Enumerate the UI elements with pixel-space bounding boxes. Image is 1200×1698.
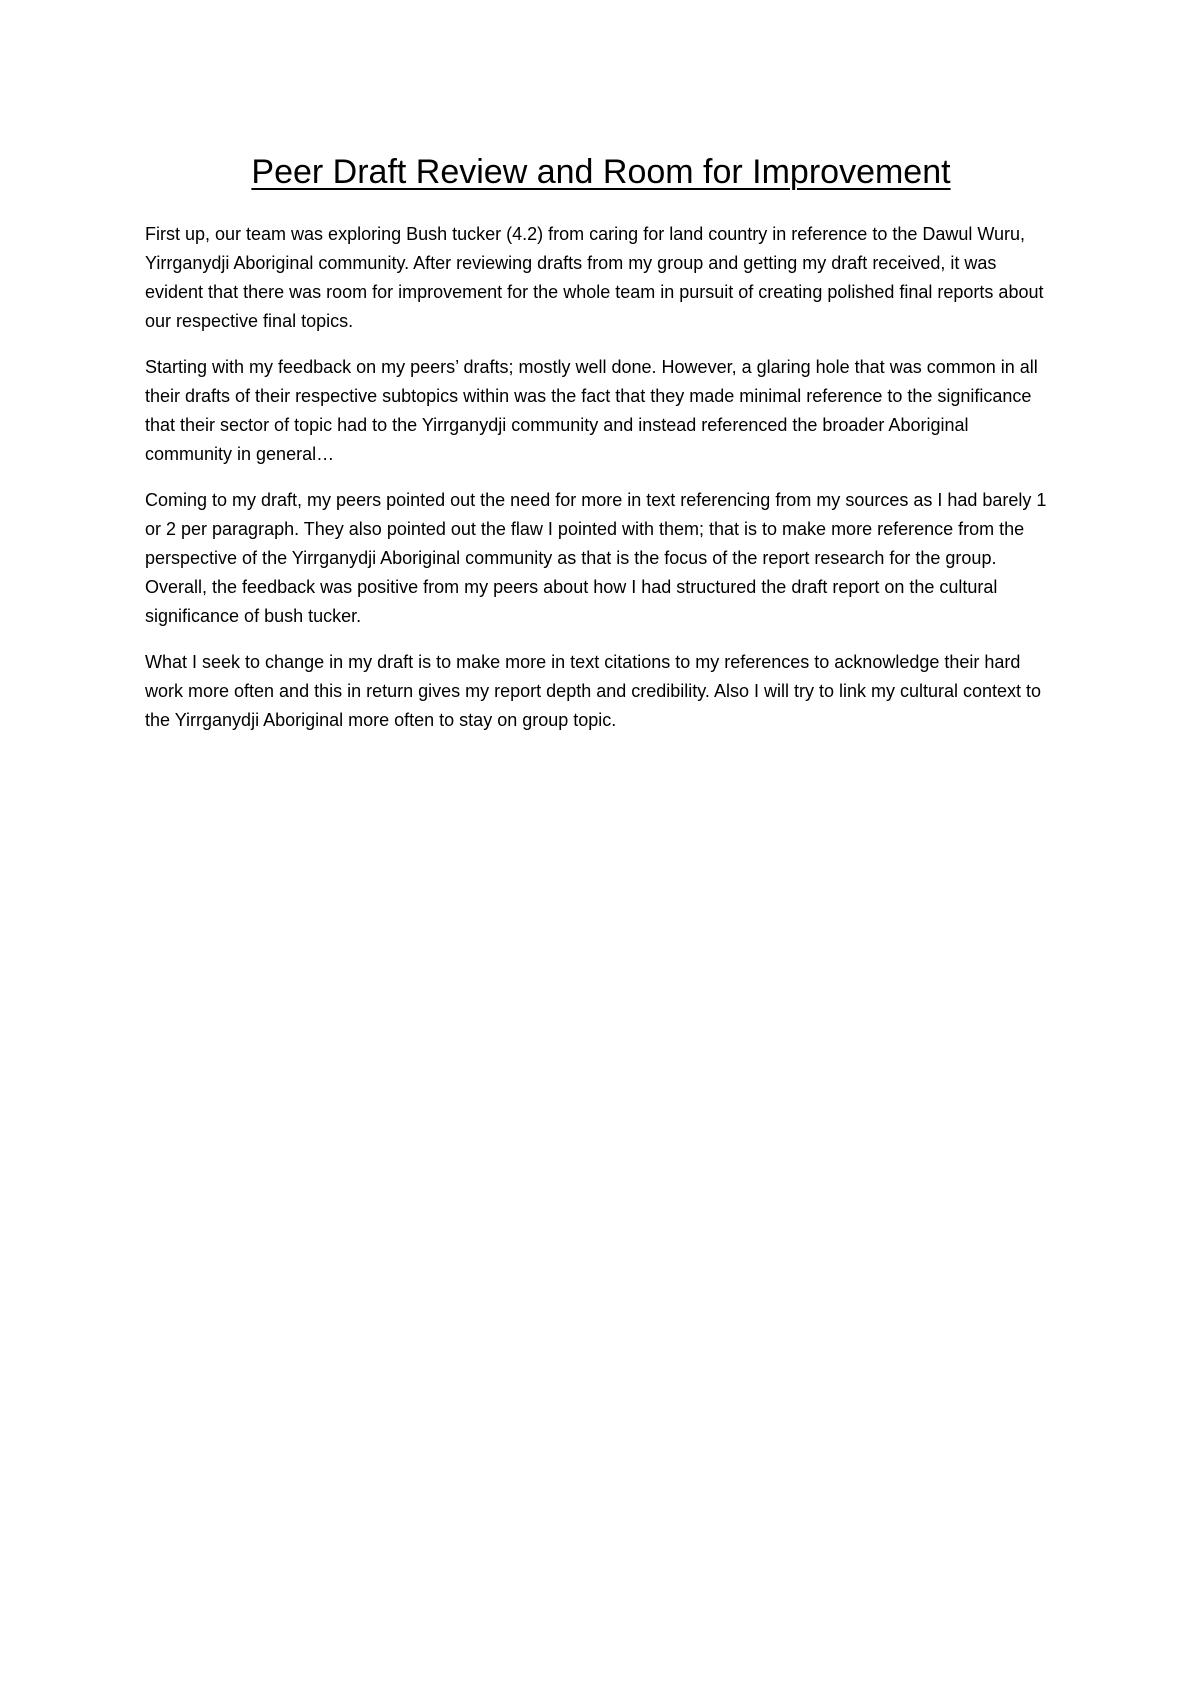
paragraph-intro: First up, our team was exploring Bush tucker (4.2) from caring for land country in reference to the Dawul Wuru, Yirrganydji Aboriginal community. After reviewing drafts from my group and getting my draft received, it was evident that there was room for improvement for the whole team in pursuit of creating polished final reports about our respective final topics. [145, 224, 1044, 331]
paragraph-changes: What I seek to change in my draft is to make more in text citations to my references to acknowledge their hard work more often and this in return gives my report depth and credibility. Also I will try to link my cultural context to the Yirrganydji Aboriginal more often to stay on group topic. [145, 652, 1042, 730]
document-title: Peer Draft Review and Room for Improvement [251, 153, 951, 191]
paragraph-peer-feedback: Starting with my feedback on my peers’ drafts; mostly well done. However, a glaring hole that was common in all their drafts of their respective subtopics within was the fact that they made minimal reference to the significance that their sector of topic had to the Yirrganydji community and instead referenced the broader Aboriginal community in general… [145, 357, 1038, 464]
paragraph-own-draft: Coming to my draft, my peers pointed out the need for more in text referencing from my sources as I had barely 1 or 2 per paragraph. They also pointed out the flaw I pointed with them; that is to make more reference from the perspective of the Yirrganydji Aboriginal community as that is the focus of the report research for the group. Overall, the feedback was positive from my peers about how I had structured the draft report on the cultural significance of bush tucker. [145, 490, 1047, 626]
document-body [145, 150, 1057, 752]
